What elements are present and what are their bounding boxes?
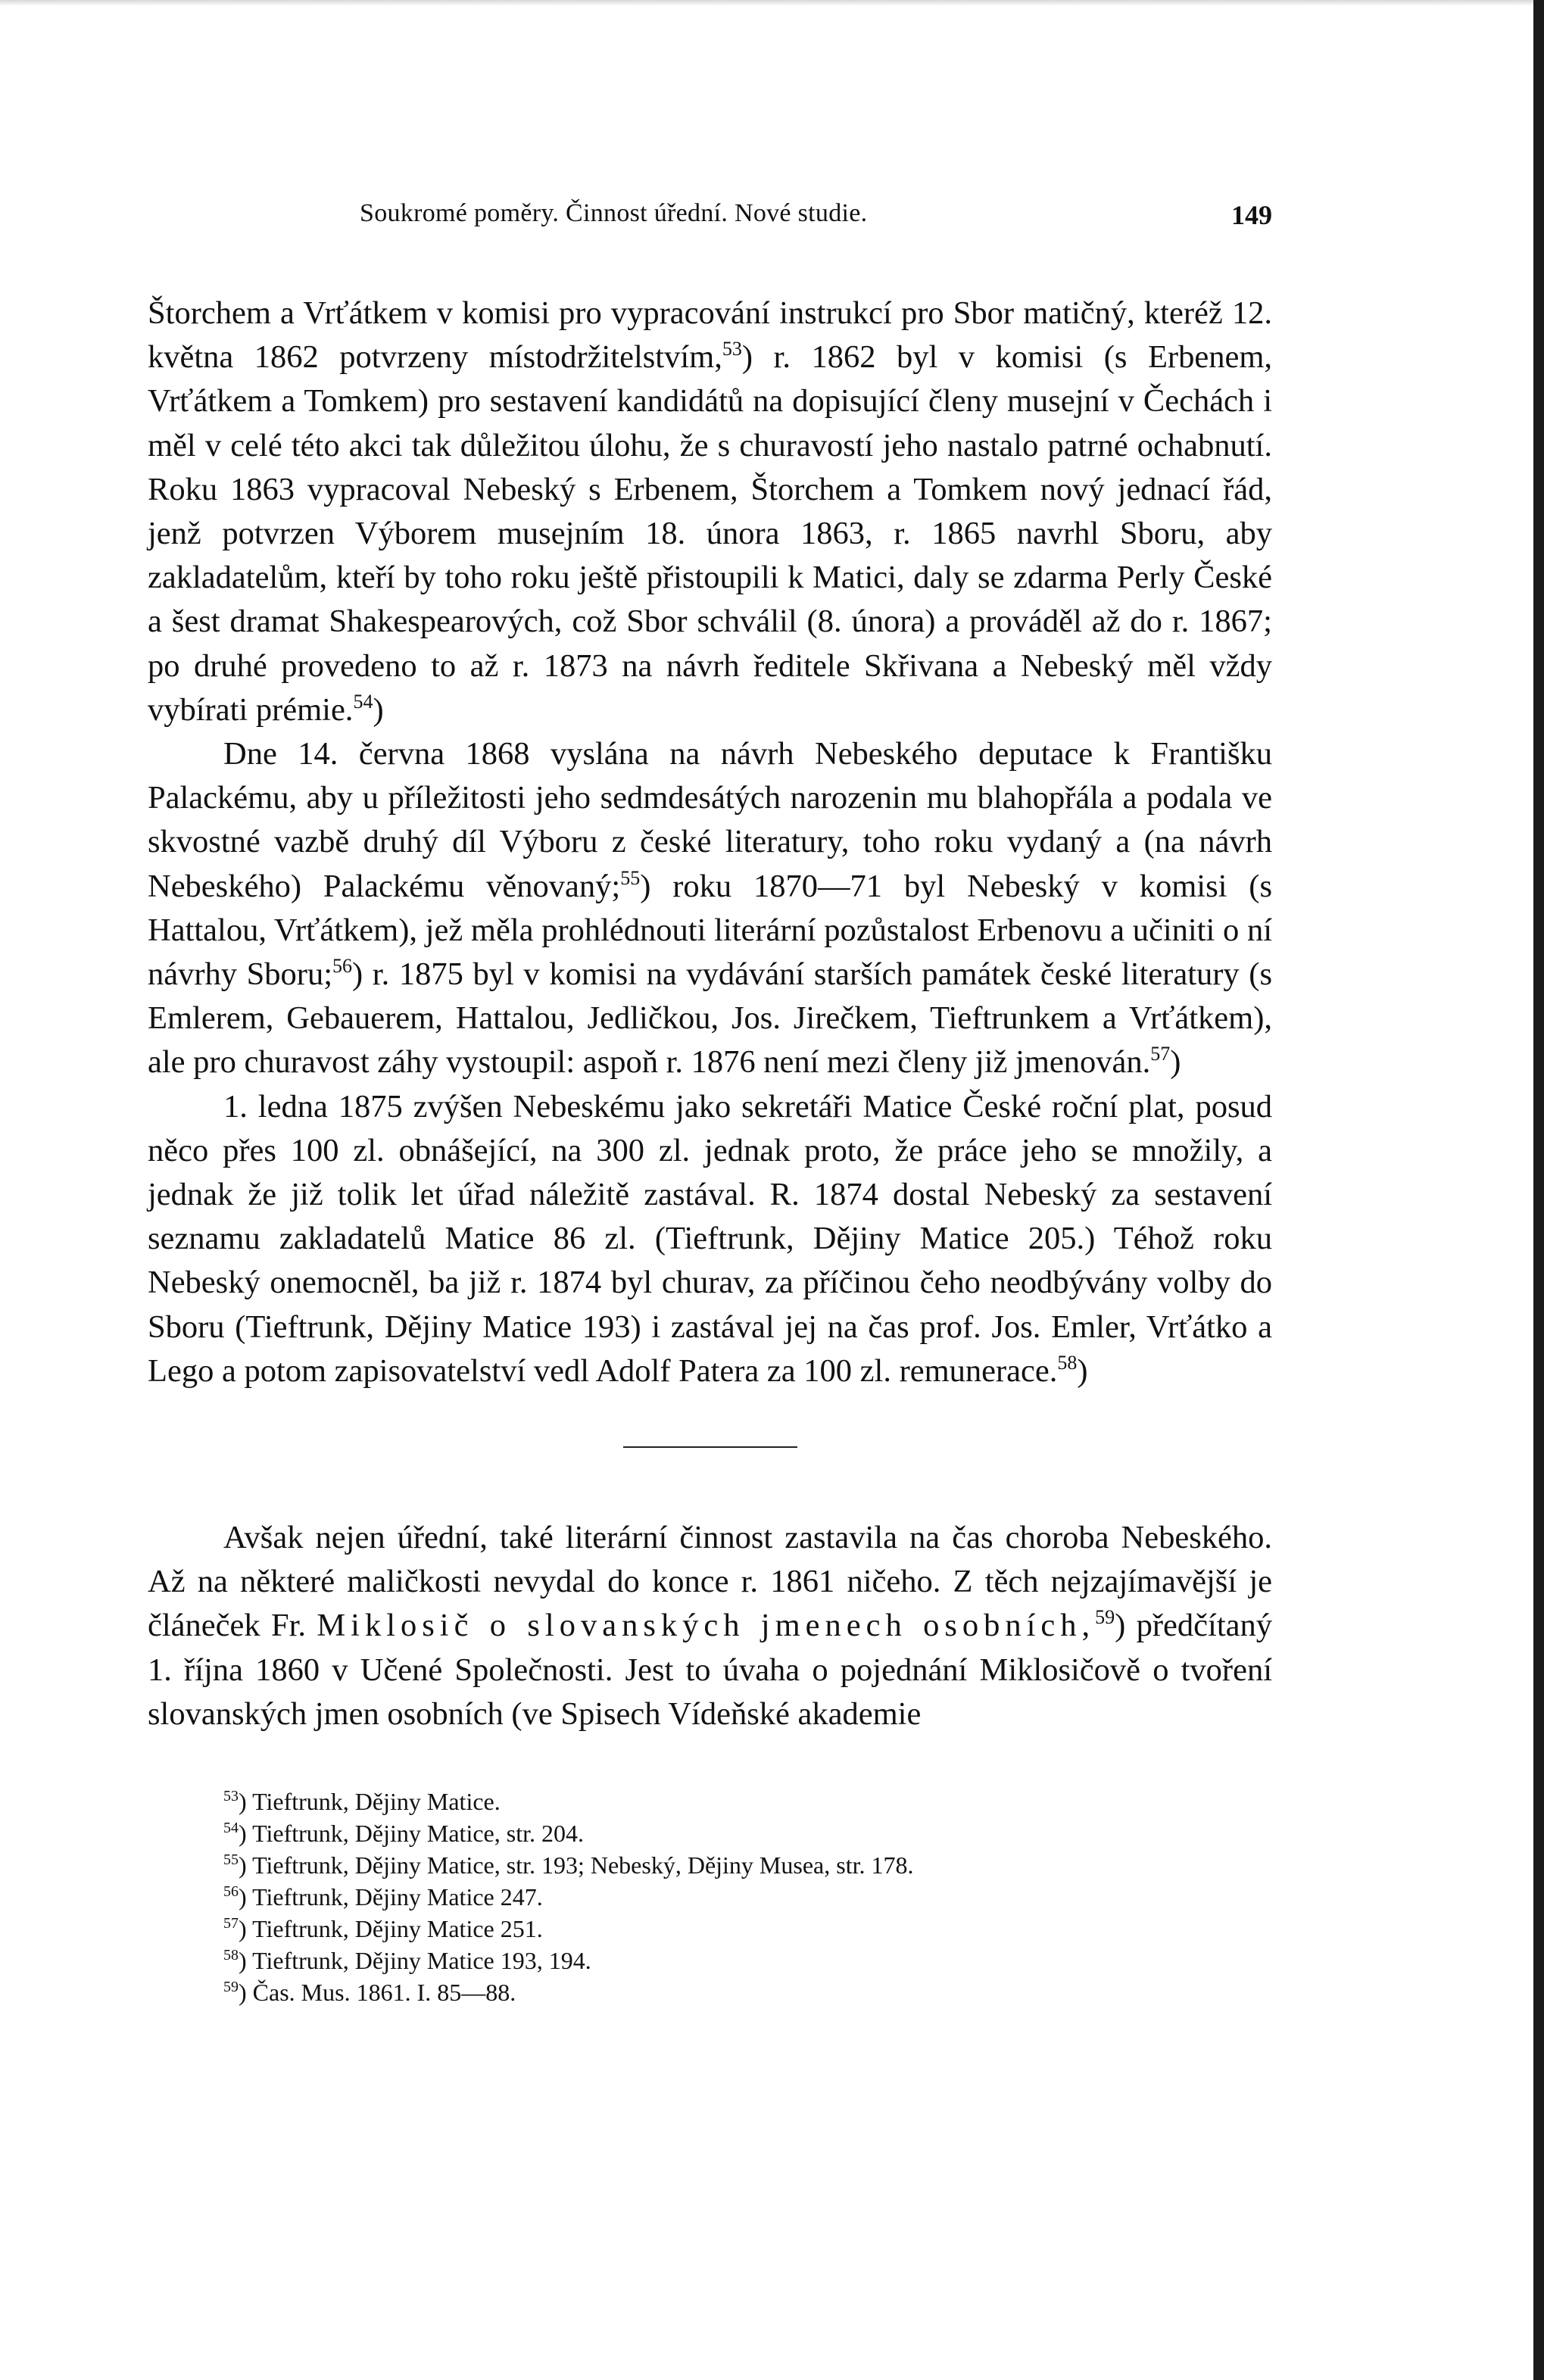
footnote-number: 55 xyxy=(223,1851,239,1869)
running-head-title: Soukromé poměry. Činnost úřední. Nové studie. xyxy=(360,199,868,227)
footnote-number: 57 xyxy=(223,1915,239,1932)
footnote xyxy=(223,1881,1272,1913)
footnote xyxy=(223,1817,1272,1849)
footnote xyxy=(223,1849,1272,1881)
paragraph-2 xyxy=(148,732,1272,1085)
paragraph-2-text-b: ) roku 1870—71 byl Nebeský v komisi (s Hattalou, Vrťátkem), jež měla prohlédnouti literární pozůstalost Erbenovu a učiniti o ní návrhy Sboru; xyxy=(148,868,1272,993)
paragraph-2-text-d: ) xyxy=(1170,1044,1181,1081)
footnote-ref-58: 58 xyxy=(1057,1351,1078,1374)
footnote-text: ) Tieftrunk, Dějiny Matice, str. 193; Nebeský, Dějiny Musea, str. 178. xyxy=(239,1851,914,1879)
book-page xyxy=(148,193,1272,2008)
body-text xyxy=(148,292,1272,1736)
running-head xyxy=(148,193,1272,239)
footnote-text: ) Tieftrunk, Dějiny Matice 193, 194. xyxy=(239,1947,591,1975)
footnote-ref-53: 53 xyxy=(722,338,742,360)
footnote xyxy=(223,1786,1272,1817)
footnote-ref-57: 57 xyxy=(1150,1043,1171,1065)
paragraph-4-text-a: Avšak nejen úřední, také literární činnost zastavila na čas choroba Nebeského. Až na některé maličkosti nevydal do konce r. 1861 ničeho. Z těch nejzajímavější je článeček Fr. xyxy=(148,1520,1272,1644)
paragraph-3 xyxy=(148,1085,1272,1393)
paragraph-1-text-b: ) r. 1862 byl v komisi (s Erbenem, Vrťátkem a Tomkem) pro sestavení kandidátů na dopisující členy musejní v Čechách i měl v celé této akci tak důležitou úlohu, že s churavostí jeho nastalo patrné ochabnutí. Roku 1863 vypracoval Nebeský s Erbenem, Štorchem a Tomkem nový jednací řád, jenž potvrzen Výborem musejním 18. února 1863, r. 1865 navrhl Sboru, aby zakladatelům, kteří by toho roku ještě přistoupili k Matici, daly se zdarma Perly České a šest dramat Shakespearových, což Sbor schválil (8. února) a prováděl až do r. 1867; po druhé provedeno to až r. 1873 na návrh ředitele Skřivana a Nebeský měl vždy vybírati prémie. xyxy=(148,339,1272,728)
scan-edge-right xyxy=(1533,0,1544,2380)
paragraph-1-text-c: ) xyxy=(373,691,384,728)
footnote-text: ) Tieftrunk, Dějiny Matice. xyxy=(239,1788,501,1816)
footnote-ref-54: 54 xyxy=(353,690,373,713)
paragraph-4-spaced-title: Miklosič o slovanských jmenech osobních, xyxy=(317,1608,1096,1644)
page-number: 149 xyxy=(1231,200,1272,230)
footnote xyxy=(223,1913,1272,1945)
paragraph-4 xyxy=(148,1516,1272,1736)
footnote-number: 56 xyxy=(223,1883,239,1901)
footnote-text: ) Čas. Mus. 1861. I. 85—88. xyxy=(239,1979,516,2007)
paragraph-2-text-c: ) r. 1875 byl v komisi na vydávání starších památek české literatury (s Emlerem, Gebauerem, Hattalou, Jedličkou, Jos. Jirečkem, Tieftrunkem a Vrťátkem), ale pro churavost záhy vystoupil: aspoň r. 1876 není mezi členy již jmenován. xyxy=(148,956,1272,1081)
footnote-number: 53 xyxy=(223,1788,239,1805)
paragraph-2-text-a: Dne 14. června 1868 vyslána na návrh Nebeského deputace k Františku Palackému, aby u příležitosti jeho sedmdesátých narozenin mu blahopřála a podala ve skvostné vazbě druhý díl Výboru z české literatury, toho roku vydaný a (na návrh Nebeského) Palackému věnovaný; xyxy=(148,736,1272,904)
paragraph-3-text-a: 1. ledna 1875 zvýšen Nebeskému jako sekretáři Matice České roční plat, posud něco přes 100 zl. obnášející, na 300 zl. jednak proto, že práce jeho se množily, a jednak že již tolik let úřad náležitě zastával. R. 1874 dostal Nebeský za sestavení seznamu zakladatelů Matice 86 zl. (Tieftrunk, Dějiny Matice 205.) Téhož roku Nebeský onemocněl, ba již r. 1874 byl churav, za příčinou čeho neodbývány volby do Sboru (Tieftrunk, Dějiny Matice 193) i zastával jej na čas prof. Jos. Emler, Vrťátko a Lego a potom zapisovatelství vedl Adolf Patera za 100 zl. remunerace. xyxy=(148,1088,1272,1389)
footnote-ref-55: 55 xyxy=(620,866,641,889)
footnote-ref-56: 56 xyxy=(332,955,352,978)
footnote-number: 58 xyxy=(223,1947,239,1964)
footnotes xyxy=(148,1786,1272,2008)
footnote xyxy=(223,1976,1272,2008)
paragraph-3-text-b: ) xyxy=(1077,1352,1088,1389)
section-divider xyxy=(623,1446,797,1448)
footnote-number: 54 xyxy=(223,1820,239,1837)
footnote-text: ) Tieftrunk, Dějiny Matice 251. xyxy=(239,1915,543,1943)
paragraph-4-text-b: ) předčítaný 1. října 1860 v Učené Společnosti. Jest to úvaha o pojednání Miklosičově o tvoření slovanských jmen osobních (ve Spisech Vídeňské akademie xyxy=(148,1608,1273,1732)
scan-edge-top xyxy=(0,0,1544,6)
paragraph-1 xyxy=(148,292,1272,732)
footnote-text: ) Tieftrunk, Dějiny Matice, str. 204. xyxy=(239,1820,584,1848)
footnote-number: 59 xyxy=(223,1979,239,1996)
footnote-text: ) Tieftrunk, Dějiny Matice 247. xyxy=(239,1883,543,1911)
footnote xyxy=(223,1945,1272,1976)
paragraph-1-text-a: Štorchem a Vrťátkem v komisi pro vypracování instrukcí pro Sbor matičný, kteréž 12. května 1862 potvrzeny místodržitelstvím, xyxy=(148,295,1272,376)
footnote-ref-59: 59 xyxy=(1095,1606,1115,1629)
